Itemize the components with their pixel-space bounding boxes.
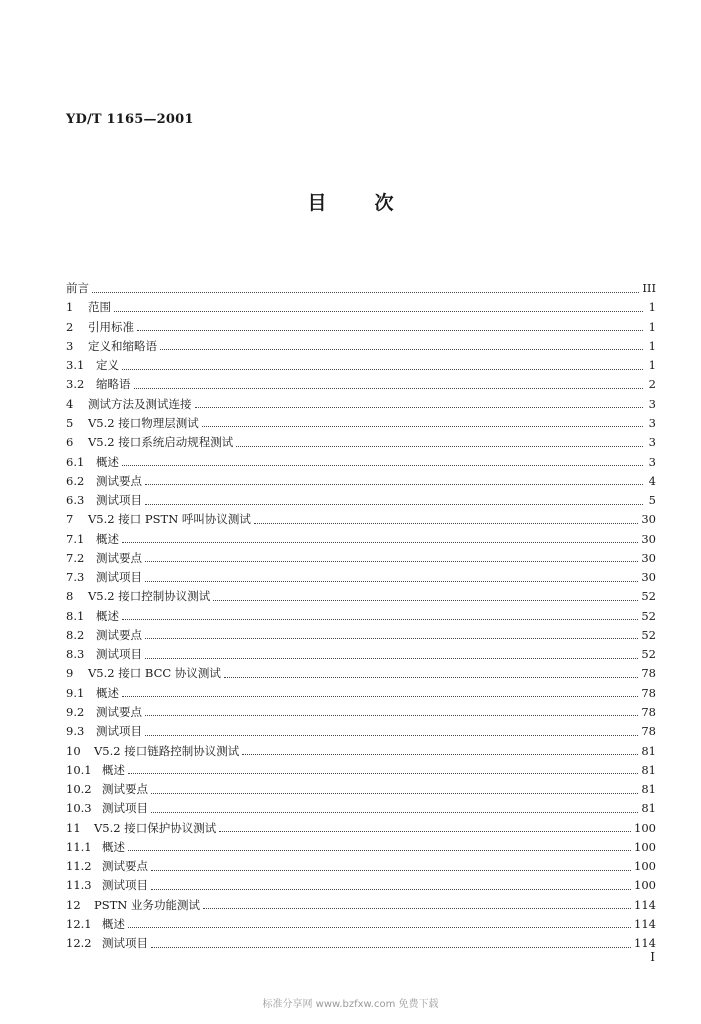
toc-entry-number: 12.1 (66, 916, 92, 931)
toc-entry-page: 100 (634, 878, 656, 893)
toc-entry-title: 测试要点 (96, 473, 142, 488)
toc-entry-page: 3 (648, 396, 656, 411)
toc-entry-number: 8.2 (66, 627, 85, 642)
toc-entry-number: 10.3 (66, 801, 92, 816)
toc-entry-title: 概述 (96, 685, 119, 700)
toc-entry-number: 3 (66, 338, 74, 353)
toc-entry[interactable] (66, 684, 656, 703)
toc-leader-dots (151, 811, 638, 813)
toc-entry-page: 52 (641, 608, 656, 623)
page-title (0, 188, 701, 215)
toc-entry-page: 100 (634, 839, 656, 854)
toc-entry-number: 10.2 (66, 782, 92, 797)
table-of-contents (66, 279, 656, 953)
toc-entry-number: 2 (66, 319, 74, 334)
toc-leader-dots (92, 291, 639, 293)
watermark: 标准分享网 www.bzfxw.com 免费下载 (262, 999, 439, 1010)
toc-entry-number: 7.1 (66, 531, 85, 546)
toc-leader-dots (145, 483, 643, 485)
toc-entry-title: 引用标准 (88, 319, 134, 334)
toc-leader-dots (145, 580, 638, 582)
toc-leader-dots (122, 618, 638, 620)
toc-entry-number: 3.1 (66, 358, 85, 373)
toc-entry-number: 1 (66, 300, 74, 315)
toc-entry-title: 概述 (102, 839, 125, 854)
toc-entry[interactable] (66, 780, 656, 799)
toc-entry[interactable] (66, 722, 656, 741)
page-number: I (650, 950, 655, 964)
toc-leader-dots (145, 560, 638, 562)
toc-entry[interactable] (66, 356, 656, 375)
toc-leader-dots (145, 637, 638, 639)
toc-entry-number: 12.2 (66, 936, 92, 951)
toc-entry-title: 前言 (66, 281, 89, 296)
toc-entry-page: 30 (641, 531, 656, 546)
toc-entry-title: 测试要点 (96, 627, 142, 642)
toc-leader-dots (114, 310, 643, 312)
toc-entry[interactable] (66, 472, 656, 491)
toc-entry[interactable] (66, 934, 656, 953)
toc-entry[interactable] (66, 279, 656, 298)
toc-leader-dots (202, 425, 643, 427)
toc-entry[interactable] (66, 337, 656, 356)
toc-leader-dots (145, 503, 643, 505)
toc-entry[interactable] (66, 491, 656, 510)
toc-entry-number: 11 (66, 820, 81, 835)
toc-leader-dots (122, 464, 643, 466)
toc-entry-number: 9.2 (66, 704, 85, 719)
toc-leader-dots (151, 946, 631, 948)
toc-entry[interactable] (66, 664, 656, 683)
toc-entry-page: 52 (641, 627, 656, 642)
toc-entry[interactable] (66, 395, 656, 414)
toc-entry-number: 7.2 (66, 550, 85, 565)
page-title-char-2: 次 (374, 192, 394, 214)
toc-entry-title: V5.2 接口链路控制协议测试 (94, 743, 240, 758)
toc-entry-number: 8 (66, 589, 74, 604)
toc-entry-page: 1 (648, 319, 656, 334)
toc-entry[interactable] (66, 799, 656, 818)
toc-entry-title: V5.2 接口 PSTN 呼叫协议测试 (88, 512, 251, 527)
toc-leader-dots (145, 734, 638, 736)
toc-entry[interactable] (66, 818, 656, 837)
toc-entry-page: 3 (648, 435, 656, 450)
toc-entry-page: 81 (641, 801, 656, 816)
toc-entry-page: 81 (641, 782, 656, 797)
toc-entry[interactable] (66, 703, 656, 722)
toc-leader-dots (224, 676, 639, 678)
toc-leader-dots (128, 926, 631, 928)
toc-entry[interactable] (66, 568, 656, 587)
toc-entry-title: 测试项目 (102, 936, 148, 951)
toc-leader-dots (151, 792, 638, 794)
toc-entry[interactable] (66, 414, 656, 433)
toc-entry-page: 3 (648, 415, 656, 430)
toc-entry-number: 11.1 (66, 839, 92, 854)
toc-entry-number: 7 (66, 512, 74, 527)
toc-leader-dots (145, 657, 638, 659)
toc-entry-title: 概述 (102, 762, 125, 777)
toc-leader-dots (219, 830, 631, 832)
toc-leader-dots (134, 387, 644, 389)
toc-entry-number: 4 (66, 396, 74, 411)
toc-entry-page: 1 (648, 300, 656, 315)
toc-leader-dots (122, 541, 638, 543)
toc-leader-dots (160, 348, 643, 350)
toc-entry-page: 114 (634, 936, 656, 951)
toc-leader-dots (203, 907, 631, 909)
toc-entry-title: 测试要点 (102, 782, 148, 797)
toc-entry-title: V5.2 接口系统启动规程测试 (88, 435, 234, 450)
toc-entry-page: III (642, 281, 656, 296)
toc-entry-page: 2 (648, 377, 656, 392)
toc-entry-page: 52 (641, 647, 656, 662)
toc-entry[interactable] (66, 626, 656, 645)
toc-entry-page: 30 (641, 550, 656, 565)
toc-entry-page: 114 (634, 916, 656, 931)
toc-entry[interactable] (66, 896, 656, 915)
toc-entry-number: 9 (66, 666, 74, 681)
toc-entry-title: 测试项目 (96, 570, 142, 585)
toc-entry-number: 10 (66, 743, 81, 758)
toc-leader-dots (195, 406, 644, 408)
toc-entry-title: 测试项目 (102, 878, 148, 893)
toc-entry-title: 测试要点 (96, 704, 142, 719)
toc-entry[interactable] (66, 452, 656, 471)
toc-leader-dots (151, 888, 631, 890)
toc-entry-page: 78 (641, 724, 656, 739)
toc-entry-page: 4 (648, 473, 656, 488)
toc-entry-title: 测试项目 (102, 801, 148, 816)
toc-entry-title: 定义 (96, 358, 119, 373)
toc-entry-title: 概述 (96, 531, 119, 546)
toc-entry-title: 测试项目 (96, 647, 142, 662)
toc-entry-number: 12 (66, 897, 81, 912)
toc-entry-number: 3.2 (66, 377, 85, 392)
toc-entry-number: 11.3 (66, 878, 92, 893)
toc-leader-dots (137, 329, 643, 331)
toc-entry-number: 8.3 (66, 647, 85, 662)
toc-entry[interactable] (66, 433, 656, 452)
toc-entry-page: 81 (641, 762, 656, 777)
toc-entry-title: V5.2 接口保护协议测试 (94, 820, 217, 835)
toc-leader-dots (122, 695, 638, 697)
toc-leader-dots (122, 368, 643, 370)
toc-entry-number: 6.3 (66, 493, 85, 508)
toc-entry-title: V5.2 接口控制协议测试 (88, 589, 211, 604)
toc-leader-dots (128, 772, 638, 774)
toc-entry[interactable] (66, 375, 656, 394)
toc-entry-page: 1 (648, 358, 656, 373)
toc-entry-number: 6.1 (66, 454, 85, 469)
toc-entry-page: 78 (641, 666, 656, 681)
toc-entry-number: 11.2 (66, 859, 92, 874)
toc-entry-title: PSTN 业务功能测试 (94, 897, 201, 912)
toc-entry-page: 78 (641, 685, 656, 700)
toc-entry-title: 概述 (96, 608, 119, 623)
toc-entry[interactable] (66, 741, 656, 760)
toc-entry[interactable] (66, 857, 656, 876)
toc-entry-title: 测试方法及测试连接 (88, 396, 192, 411)
toc-entry-title: 定义和缩略语 (88, 338, 157, 353)
toc-entry-title: 测试要点 (102, 859, 148, 874)
toc-entry-title: 概述 (96, 454, 119, 469)
toc-entry-number: 9.3 (66, 724, 85, 739)
toc-entry-number: 10.1 (66, 762, 92, 777)
toc-entry-title: 测试要点 (96, 550, 142, 565)
toc-leader-dots (242, 753, 638, 755)
toc-entry-title: 缩略语 (96, 377, 131, 392)
toc-entry-title: V5.2 接口 BCC 协议测试 (88, 666, 221, 681)
toc-entry[interactable] (66, 838, 656, 857)
toc-entry-page: 5 (648, 493, 656, 508)
toc-entry-page: 100 (634, 820, 656, 835)
toc-entry-number: 8.1 (66, 608, 85, 623)
toc-entry-page: 3 (648, 454, 656, 469)
toc-entry-title: 测试项目 (96, 493, 142, 508)
toc-entry[interactable] (66, 318, 656, 337)
toc-entry-number: 7.3 (66, 570, 85, 585)
toc-entry-number: 9.1 (66, 685, 85, 700)
toc-entry-page: 30 (641, 570, 656, 585)
toc-entry[interactable] (66, 587, 656, 606)
toc-entry-number: 6.2 (66, 473, 85, 488)
toc-entry-page: 100 (634, 859, 656, 874)
toc-leader-dots (254, 522, 638, 524)
toc-entry-page: 78 (641, 704, 656, 719)
toc-entry[interactable] (66, 607, 656, 626)
toc-entry-number: 5 (66, 415, 74, 430)
toc-entry[interactable] (66, 298, 656, 317)
page-title-char-1: 目 (307, 192, 327, 214)
toc-entry[interactable] (66, 761, 656, 780)
toc-entry-page: 52 (641, 589, 656, 604)
toc-entry-title: 概述 (102, 916, 125, 931)
toc-leader-dots (151, 869, 631, 871)
toc-entry-page: 114 (634, 897, 656, 912)
toc-leader-dots (213, 599, 638, 601)
toc-entry-page: 81 (641, 743, 656, 758)
toc-entry[interactable] (66, 549, 656, 568)
toc-leader-dots (128, 849, 631, 851)
standard-code: YD/T 1165—2001 (66, 112, 194, 127)
toc-entry[interactable] (66, 876, 656, 895)
toc-entry[interactable] (66, 529, 656, 548)
toc-leader-dots (236, 445, 643, 447)
toc-entry-number: 6 (66, 435, 74, 450)
toc-entry-title: V5.2 接口物理层测试 (88, 415, 199, 430)
toc-entry-title: 测试项目 (96, 724, 142, 739)
toc-entry[interactable] (66, 915, 656, 934)
toc-entry[interactable] (66, 510, 656, 529)
toc-entry-title: 范围 (88, 300, 111, 315)
toc-leader-dots (145, 714, 638, 716)
toc-entry[interactable] (66, 645, 656, 664)
toc-entry-page: 30 (641, 512, 656, 527)
toc-entry-page: 1 (648, 338, 656, 353)
